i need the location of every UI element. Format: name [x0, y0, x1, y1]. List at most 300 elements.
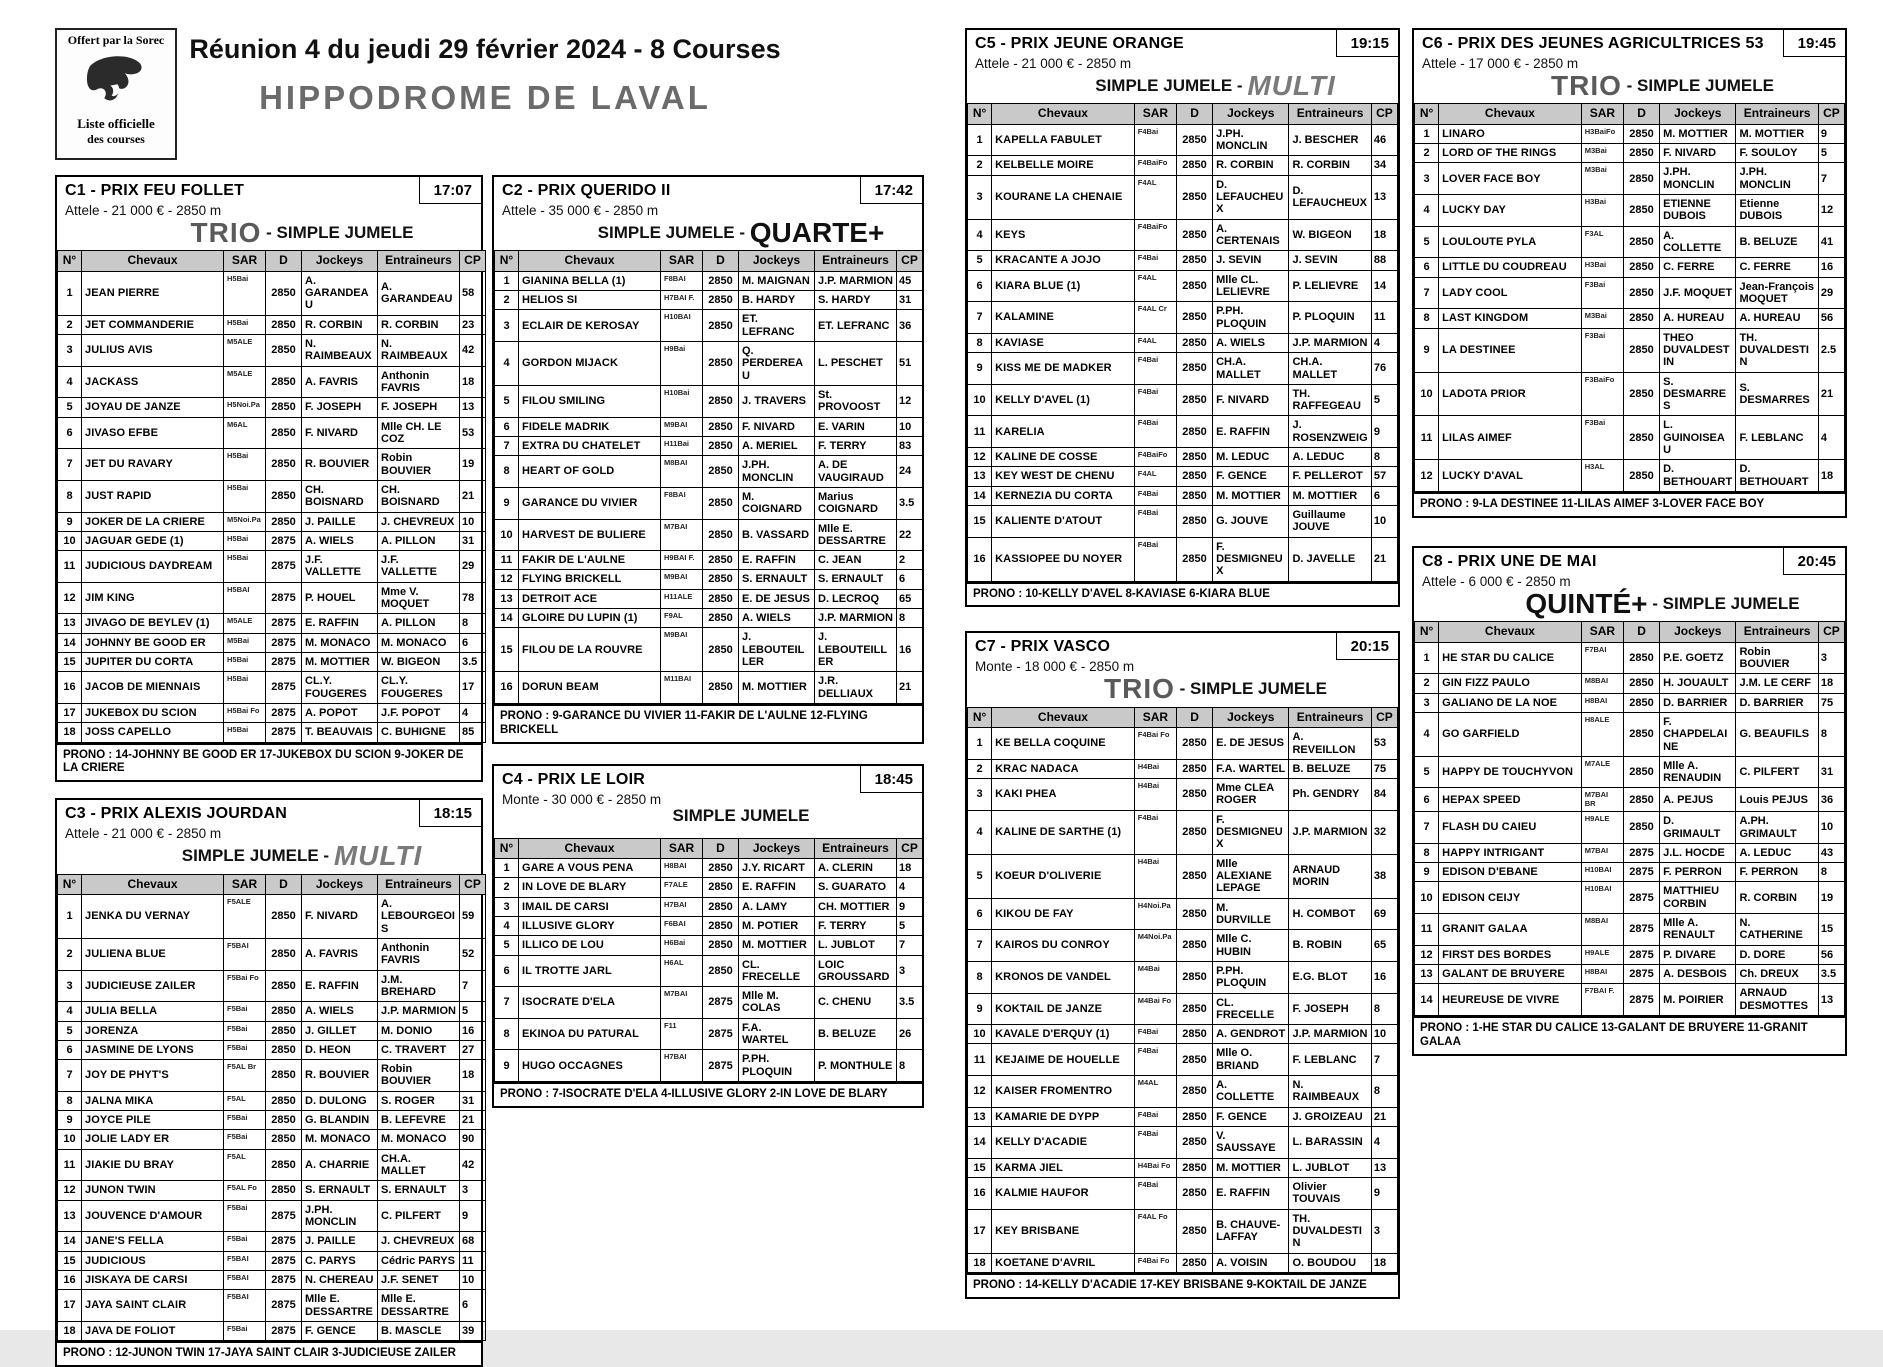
- distance-cell: 2850: [1623, 674, 1659, 693]
- sar-cell: F5Bai: [224, 1002, 266, 1021]
- race-card: [492, 175, 924, 744]
- trainer-cell: L. JUBLOT: [1289, 1158, 1371, 1177]
- jockey-cell: A. WIELS: [739, 609, 815, 628]
- column-header-num: N°: [58, 251, 82, 271]
- sar-cell: F4Bai: [1134, 1127, 1176, 1159]
- race-conditions: Attele - 17 000 € - 2850 m: [1422, 56, 1579, 71]
- cp-cell: 8: [1371, 993, 1397, 1025]
- race-header: [57, 800, 481, 873]
- column-header-chevaux: Chevaux: [1439, 104, 1582, 124]
- horse-name-cell: HELIOS SI: [519, 291, 661, 310]
- distance-cell: 2875: [266, 1290, 302, 1322]
- horse-number-cell: 6: [968, 898, 992, 930]
- horse-row: [968, 1209, 1398, 1253]
- sar-cell: M9BAI: [661, 570, 703, 589]
- race-prono: PRONO : 10-KELLY D'AVEL 8-KAVIASE 6-KIARA BLUE: [967, 582, 1398, 606]
- trainer-cell: Robin BOUVIER: [378, 449, 460, 481]
- cp-cell: 53: [460, 417, 486, 449]
- cp-cell: 9: [897, 897, 923, 916]
- sar-cell: F4Bai: [1134, 1177, 1176, 1209]
- cp-cell: 31: [460, 531, 486, 550]
- distance-cell: 2850: [1176, 993, 1212, 1025]
- distance-cell: 2875: [1623, 863, 1659, 882]
- cp-cell: 6: [460, 633, 486, 652]
- horse-name-cell: GARANCE DU VIVIER: [519, 487, 661, 519]
- meeting-title: Réunion 4 du jeudi 29 février 2024 - 8 Courses: [189, 34, 781, 64]
- horse-row: [58, 1060, 486, 1092]
- distance-cell: 2850: [1623, 712, 1659, 756]
- sar-cell: H3Bai: [1581, 195, 1623, 227]
- horse-name-cell: KELLY D'AVEL (1): [992, 384, 1135, 416]
- race-conditions: Attele - 21 000 € - 2850 m: [975, 56, 1132, 71]
- trainer-cell: Ph. GENDRY: [1289, 779, 1371, 811]
- trainer-cell: C. JEAN: [815, 551, 897, 570]
- trainer-cell: J.P. MARMION: [815, 271, 897, 290]
- trainer-cell: ARNAUD MORIN: [1289, 854, 1371, 898]
- distance-cell: 2850: [1623, 309, 1659, 328]
- cp-cell: 51: [897, 342, 923, 386]
- jockey-cell: A. LAMY: [739, 897, 815, 916]
- cp-cell: 59: [460, 895, 486, 939]
- horse-number-cell: 8: [58, 1091, 82, 1110]
- sar-cell: F4BaiFo: [1134, 219, 1176, 251]
- column-header-entraineurs: Entraineurs: [1289, 104, 1371, 124]
- cp-cell: 9: [1371, 416, 1397, 448]
- race-title: C6 - PRIX DES JEUNES AGRICULTRICES 53: [1422, 35, 1764, 52]
- trainer-cell: P. PLOQUIN: [1289, 302, 1371, 334]
- distance-cell: 2875: [703, 1018, 739, 1050]
- trainer-cell: A. LEBOURGEOIS: [378, 895, 460, 939]
- horse-row: [968, 506, 1398, 538]
- distance-cell: 2875: [1623, 914, 1659, 946]
- column-header-jockeys: Jockeys: [1213, 707, 1289, 727]
- horse-row: [1415, 258, 1845, 277]
- sar-cell: M5Noi.Pa: [224, 512, 266, 531]
- cp-cell: 19: [1818, 882, 1844, 914]
- jockey-cell: M. LEDUC: [1213, 448, 1289, 467]
- sar-cell: H10BAI: [661, 310, 703, 342]
- horses-table: [57, 250, 486, 742]
- cp-cell: 16: [460, 1021, 486, 1040]
- horse-row: [58, 1002, 486, 1021]
- distance-cell: 2875: [266, 1251, 302, 1270]
- horse-row: [968, 779, 1398, 811]
- cp-cell: 6: [1371, 486, 1397, 505]
- table-header-row: [58, 251, 486, 271]
- horse-number-cell: 7: [968, 302, 992, 334]
- race-time: 20:15: [1336, 633, 1398, 660]
- sar-cell: H6AL: [661, 955, 703, 987]
- horse-name-cell: ILLUSIVE GLORY: [519, 916, 661, 935]
- horse-number-cell: 2: [968, 156, 992, 175]
- horse-name-cell: KAIROS DU CONROY: [992, 930, 1135, 962]
- sar-cell: H10BAI: [1581, 863, 1623, 882]
- horse-number-cell: 13: [495, 589, 519, 608]
- column-header-entraineurs: Entraineurs: [1289, 707, 1371, 727]
- horse-name-cell: JACOB DE MIENNAIS: [82, 672, 224, 704]
- race-time: 18:15: [419, 800, 481, 827]
- distance-cell: 2850: [266, 1091, 302, 1110]
- cp-cell: 10: [460, 512, 486, 531]
- horse-number-cell: 4: [58, 1002, 82, 1021]
- jockey-cell: ETIENNE DUBOIS: [1660, 195, 1736, 227]
- column-3: [965, 28, 1400, 1299]
- jockey-cell: M. MOTTIER: [739, 936, 815, 955]
- jockey-cell: N. CHEREAU: [302, 1270, 378, 1289]
- jockey-cell: F. NIVARD: [1213, 384, 1289, 416]
- distance-cell: 2850: [266, 1111, 302, 1130]
- column-header-sar: SAR: [224, 251, 266, 271]
- distance-cell: 2850: [266, 1040, 302, 1059]
- cp-cell: 76: [1371, 353, 1397, 385]
- column-header-cp: CP: [1371, 707, 1397, 727]
- trainer-cell: J.F. SENET: [378, 1270, 460, 1289]
- sar-cell: F3BaiFo: [1581, 372, 1623, 416]
- cp-cell: 10: [1371, 506, 1397, 538]
- sar-cell: H7BAI F.: [661, 291, 703, 310]
- horse-number-cell: 7: [495, 987, 519, 1019]
- sar-cell: F4Bai: [1134, 537, 1176, 581]
- horse-name-cell: KEYS: [992, 219, 1135, 251]
- distance-cell: 2850: [266, 335, 302, 367]
- trainer-cell: J.P. MARMION: [1289, 1025, 1371, 1044]
- race-card: [492, 764, 924, 1108]
- horse-name-cell: JIVASO EFBE: [82, 417, 224, 449]
- sar-cell: F4Bai: [1134, 506, 1176, 538]
- race-header: [967, 633, 1398, 706]
- horse-name-cell: KASSIOPEE DU NOYER: [992, 537, 1135, 581]
- table-header-row: [1415, 104, 1845, 124]
- sar-cell: M8BAI: [1581, 674, 1623, 693]
- horse-name-cell: JOYAU DE JANZE: [82, 398, 224, 417]
- horse-row: [968, 537, 1398, 581]
- horse-row: [968, 930, 1398, 962]
- sar-cell: F5Bai: [224, 1130, 266, 1149]
- horse-name-cell: GORDON MIJACK: [519, 342, 661, 386]
- jockey-cell: M. MAIGNAN: [739, 271, 815, 290]
- race-conditions: Monte - 30 000 € - 2850 m: [502, 791, 662, 807]
- horse-row: [495, 1050, 923, 1082]
- trainer-cell: J. CHEVREUX: [378, 1232, 460, 1251]
- jockey-cell: Mlle E. DESSARTRE: [302, 1290, 378, 1322]
- trainer-cell: W. BIGEON: [378, 653, 460, 672]
- trainer-cell: B. MASCLE: [378, 1321, 460, 1340]
- horse-name-cell: LA DESTINEE: [1439, 328, 1582, 372]
- horse-number-cell: 10: [1415, 372, 1439, 416]
- horse-number-cell: 16: [968, 537, 992, 581]
- cp-cell: 8: [1818, 863, 1844, 882]
- distance-cell: 2850: [266, 398, 302, 417]
- horse-name-cell: LUCKY DAY: [1439, 195, 1582, 227]
- cp-cell: 10: [1371, 1025, 1397, 1044]
- distance-cell: 2850: [1176, 1044, 1212, 1076]
- horse-name-cell: KAPELLA FABULET: [992, 124, 1135, 156]
- sar-cell: F11: [661, 1018, 703, 1050]
- trainer-cell: TH. RAFFEGEAU: [1289, 384, 1371, 416]
- race-card: [55, 175, 483, 782]
- horse-name-cell: FILOU SMILING: [519, 386, 661, 418]
- sar-cell: F4Bai: [1134, 1107, 1176, 1126]
- sar-cell: H10BAI: [1581, 882, 1623, 914]
- column-header-sar: SAR: [224, 874, 266, 894]
- jockey-cell: F. DESMIGNEUX: [1213, 810, 1289, 854]
- horse-row: [1415, 788, 1845, 812]
- cp-cell: 17: [460, 672, 486, 704]
- cp-cell: 3.5: [1818, 965, 1844, 984]
- distance-cell: 2850: [703, 417, 739, 436]
- column-header-jockeys: Jockeys: [302, 874, 378, 894]
- sar-cell: M7BAI: [1581, 843, 1623, 862]
- horse-row: [58, 1181, 486, 1200]
- distance-cell: 2850: [266, 366, 302, 398]
- horse-name-cell: JOUVENCE D'AMOUR: [82, 1200, 224, 1232]
- race-bet-types: [502, 218, 914, 249]
- sar-cell: H8ALE: [1581, 712, 1623, 756]
- horse-number-cell: 7: [58, 1060, 82, 1092]
- horse-name-cell: HAPPY DE TOUCHYVON: [1439, 756, 1582, 788]
- bet-type-label: MULTI: [333, 840, 423, 872]
- horse-number-cell: 11: [58, 1149, 82, 1181]
- distance-cell: 2850: [703, 916, 739, 935]
- horse-row: [58, 417, 486, 449]
- cp-cell: 2.5: [1818, 328, 1844, 372]
- trainer-cell: E.G. BLOT: [1289, 961, 1371, 993]
- horse-row: [1415, 144, 1845, 163]
- jockey-cell: Mlle M. COLAS: [739, 987, 815, 1019]
- horse-number-cell: 15: [495, 628, 519, 672]
- jockey-cell: F.A. WARTEL: [739, 1018, 815, 1050]
- trainer-cell: D. BARRIER: [1736, 693, 1818, 712]
- horse-name-cell: JANE'S FELLA: [82, 1232, 224, 1251]
- trainer-cell: C. FERRE: [1736, 258, 1818, 277]
- horse-name-cell: JUDICIOUS DAYDREAM: [82, 551, 224, 583]
- sar-cell: H5Bai: [224, 271, 266, 315]
- distance-cell: 2850: [1623, 460, 1659, 492]
- horse-name-cell: KIARA BLUE (1): [992, 270, 1135, 302]
- jockey-cell: M. MONACO: [302, 1130, 378, 1149]
- horse-name-cell: EDISON CEIJY: [1439, 882, 1582, 914]
- jockey-cell: THEO DUVALDESTIN: [1660, 328, 1736, 372]
- sar-cell: F5BAI: [224, 1290, 266, 1322]
- trainer-cell: J. ROSENZWEIG: [1289, 416, 1371, 448]
- cp-cell: 52: [460, 938, 486, 970]
- distance-cell: 2850: [1176, 1025, 1212, 1044]
- horse-name-cell: ILLICO DE LOU: [519, 936, 661, 955]
- race-time: 17:42: [860, 177, 922, 204]
- trainer-cell: M. MOTTIER: [1289, 486, 1371, 505]
- sar-cell: F5Bai: [224, 1321, 266, 1340]
- jockey-cell: T. BEAUVAIS: [302, 723, 378, 742]
- trainer-cell: J.P. MARMION: [1289, 333, 1371, 352]
- bet-type-label: SIMPLE JUMELE -: [597, 222, 750, 242]
- cp-cell: 21: [897, 672, 923, 704]
- distance-cell: 2850: [1623, 258, 1659, 277]
- cp-cell: 57: [1371, 467, 1397, 486]
- distance-cell: 2850: [266, 895, 302, 939]
- horse-row: [495, 487, 923, 519]
- sar-cell: H5Bai: [224, 551, 266, 583]
- column-header-d: D: [1176, 104, 1212, 124]
- horse-name-cell: HAPPY INTRIGANT: [1439, 843, 1582, 862]
- cp-cell: 16: [1371, 961, 1397, 993]
- distance-cell: 2875: [266, 582, 302, 614]
- column-header-d: D: [1623, 622, 1659, 642]
- horse-logo-icon: [77, 49, 155, 115]
- distance-cell: 2875: [1623, 984, 1659, 1016]
- sar-cell: H7BAI: [661, 897, 703, 916]
- horse-row: [1415, 195, 1845, 227]
- distance-cell: 2850: [703, 519, 739, 551]
- horse-name-cell: JUKEBOX DU SCION: [82, 703, 224, 722]
- sar-cell: H5Bai: [224, 315, 266, 334]
- column-header-sar: SAR: [1581, 104, 1623, 124]
- jockey-cell: M. MOTTIER: [302, 653, 378, 672]
- sorec-logo: [55, 28, 177, 160]
- horse-name-cell: KALAMINE: [992, 302, 1135, 334]
- horse-name-cell: KEY BRISBANE: [992, 1209, 1135, 1253]
- cp-cell: 4: [1818, 416, 1844, 460]
- cp-cell: 11: [1371, 302, 1397, 334]
- horse-row: [495, 570, 923, 589]
- column-header-num: N°: [58, 874, 82, 894]
- horse-name-cell: GALANT DE BRUYERE: [1439, 965, 1582, 984]
- horse-number-cell: 11: [495, 551, 519, 570]
- distance-cell: 2850: [1176, 854, 1212, 898]
- distance-cell: 2875: [266, 653, 302, 672]
- sar-cell: H5Noi.Pa: [224, 398, 266, 417]
- race-card: [55, 798, 483, 1367]
- horse-name-cell: LORD OF THE RINGS: [1439, 144, 1582, 163]
- horse-row: [58, 335, 486, 367]
- cp-cell: 8: [1818, 712, 1844, 756]
- horse-name-cell: LINARO: [1439, 124, 1582, 143]
- horse-number-cell: 7: [1415, 277, 1439, 309]
- distance-cell: 2875: [266, 723, 302, 742]
- cp-cell: 3.5: [897, 487, 923, 519]
- sar-cell: F3Bai: [1581, 416, 1623, 460]
- trainer-cell: F. JOSEPH: [1289, 993, 1371, 1025]
- horse-name-cell: HEUREUSE DE VIVRE: [1439, 984, 1582, 1016]
- sar-cell: H7BAI: [661, 1050, 703, 1082]
- trainer-cell: A. DE VAUGIRAUD: [815, 456, 897, 488]
- column-header-entraineurs: Entraineurs: [378, 874, 460, 894]
- sar-cell: F5Bai: [224, 1040, 266, 1059]
- jockey-cell: F.A. WARTEL: [1213, 759, 1289, 778]
- jockey-cell: Mlle CL. LELIEVRE: [1213, 270, 1289, 302]
- sar-cell: F4AL: [1134, 270, 1176, 302]
- horse-name-cell: JUDICIOUS: [82, 1251, 224, 1270]
- trainer-cell: S. DESMARRES: [1736, 372, 1818, 416]
- jockey-cell: V. SAUSSAYE: [1213, 1127, 1289, 1159]
- horse-number-cell: 1: [58, 895, 82, 939]
- trainer-cell: ET. LEFRANC: [815, 310, 897, 342]
- horse-row: [1415, 843, 1845, 862]
- trainer-cell: D. BETHOUART: [1736, 460, 1818, 492]
- trainer-cell: F. JOSEPH: [378, 398, 460, 417]
- horse-name-cell: JOHNNY BE GOOD ER: [82, 633, 224, 652]
- distance-cell: 2850: [266, 271, 302, 315]
- horse-number-cell: 5: [495, 386, 519, 418]
- distance-cell: 2850: [703, 456, 739, 488]
- jockey-cell: A. CERTENAIS: [1213, 219, 1289, 251]
- jockey-cell: J.L. HOCDE: [1660, 843, 1736, 862]
- horse-row: [58, 970, 486, 1002]
- jockey-cell: G. BLANDIN: [302, 1111, 378, 1130]
- column-header-cp: CP: [1371, 104, 1397, 124]
- trainer-cell: St. PROVOOST: [815, 386, 897, 418]
- horse-number-cell: 13: [968, 467, 992, 486]
- cp-cell: 26: [897, 1018, 923, 1050]
- horse-number-cell: 1: [495, 858, 519, 877]
- sar-cell: F5AL Br: [224, 1060, 266, 1092]
- distance-cell: 2850: [266, 970, 302, 1002]
- distance-cell: 2850: [1623, 277, 1659, 309]
- cp-cell: 8: [1371, 1076, 1397, 1108]
- distance-cell: 2875: [266, 633, 302, 652]
- bet-type-label: - SIMPLE JUMELE: [1621, 75, 1774, 95]
- cp-cell: 9: [460, 1200, 486, 1232]
- horse-number-cell: 10: [58, 531, 82, 550]
- horse-row: [58, 1130, 486, 1149]
- horse-number-cell: 9: [58, 1111, 82, 1130]
- horse-name-cell: JOSS CAPELLO: [82, 723, 224, 742]
- horse-number-cell: 14: [58, 1232, 82, 1251]
- column-header-d: D: [703, 251, 739, 271]
- table-header-row: [968, 707, 1398, 727]
- cp-cell: 38: [1371, 854, 1397, 898]
- horse-number-cell: 16: [495, 672, 519, 704]
- horse-row: [495, 291, 923, 310]
- cp-cell: 7: [1818, 163, 1844, 195]
- distance-cell: 2875: [266, 1270, 302, 1289]
- cp-cell: 21: [460, 480, 486, 512]
- horse-row: [58, 703, 486, 722]
- jockey-cell: M. MONACO: [302, 633, 378, 652]
- sar-cell: M11BAI: [661, 672, 703, 704]
- race-conditions: Attele - 6 000 € - 2850 m: [1422, 573, 1571, 589]
- race-header: [1414, 30, 1845, 103]
- horse-number-cell: 4: [1415, 195, 1439, 227]
- distance-cell: 2850: [1176, 1253, 1212, 1272]
- horse-name-cell: FIDELE MADRIK: [519, 417, 661, 436]
- jockey-cell: A. DESBOIS: [1660, 965, 1736, 984]
- cp-cell: 41: [1818, 226, 1844, 258]
- trainer-cell: A.PH. GRIMAULT: [1736, 812, 1818, 844]
- jockey-cell: J.F. MOQUET: [1660, 277, 1736, 309]
- race-title: C1 - PRIX FEU FOLLET: [65, 182, 245, 199]
- jockey-cell: F. NIVARD: [739, 417, 815, 436]
- sar-cell: H5BAI: [224, 582, 266, 614]
- distance-cell: 2850: [1176, 270, 1212, 302]
- trainer-cell: J. GROIZEAU: [1289, 1107, 1371, 1126]
- jockey-cell: CL.Y. FOUGERES: [302, 672, 378, 704]
- jockey-cell: Mlle ALEXIANE LEPAGE: [1213, 854, 1289, 898]
- horse-name-cell: GLOIRE DU LUPIN (1): [519, 609, 661, 628]
- race-conditions: Attele - 21 000 € - 2850 m: [65, 826, 222, 842]
- horse-name-cell: EXTRA DU CHATELET: [519, 436, 661, 455]
- horse-row: [968, 219, 1398, 251]
- sar-cell: M5ALE: [224, 366, 266, 398]
- cp-cell: 56: [1818, 945, 1844, 964]
- horse-row: [1415, 642, 1845, 674]
- sar-cell: F5Bai: [224, 1111, 266, 1130]
- distance-cell: 2875: [266, 1200, 302, 1232]
- sar-cell: F4AL: [1134, 467, 1176, 486]
- trainer-cell: J.M. BREHARD: [378, 970, 460, 1002]
- horse-name-cell: KAISER FROMENTRO: [992, 1076, 1135, 1108]
- horse-row: [1415, 812, 1845, 844]
- horse-name-cell: GIN FIZZ PAULO: [1439, 674, 1582, 693]
